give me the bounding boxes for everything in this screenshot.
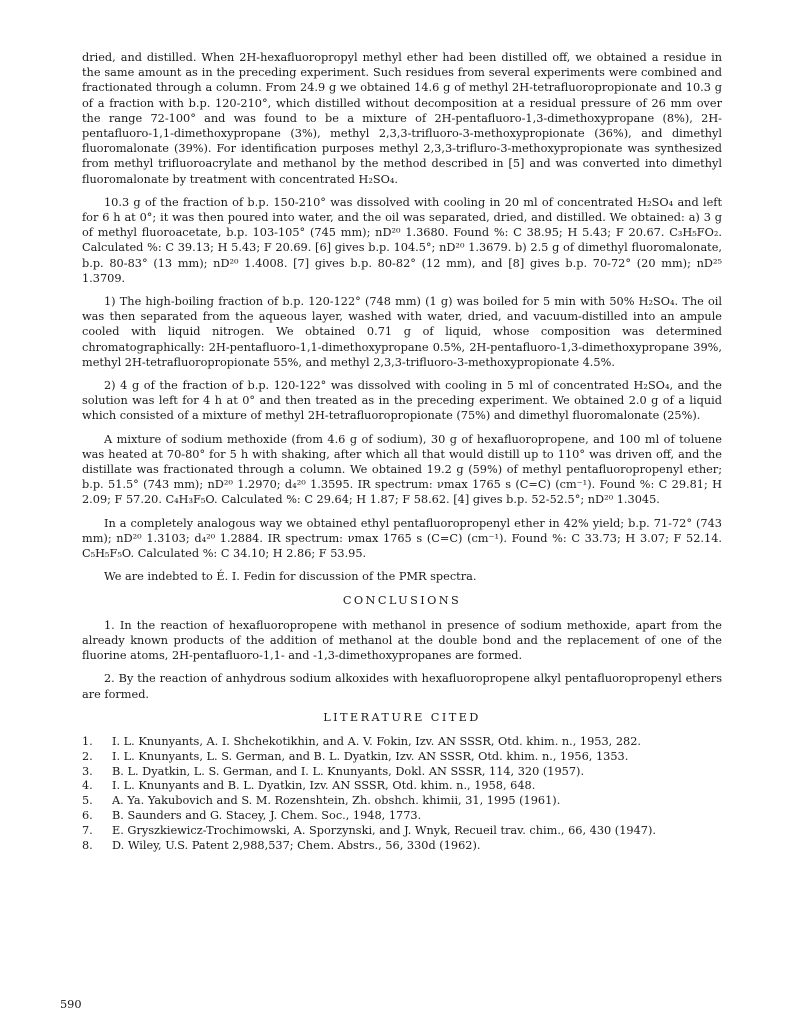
reference-item — [82, 839, 722, 854]
reference-number: 2. — [82, 749, 93, 763]
reference-number: 8. — [82, 838, 93, 852]
literature-heading: LITERATURE CITED — [323, 710, 481, 724]
reference-number: 1. — [82, 734, 93, 748]
reference-item — [82, 824, 722, 839]
paragraph-methyl-ether: A mixture of sodium methoxide (from 4.6 g of sodium), 30 g of hexafluoropropene, and 100 ml of toluene was heated at 70-80° for 5 h with shaking, after which all that would distill up to 110° was driven off, and the distillate was fractionated through a column. We obtained 19.2 g (59%) of methyl pentafluoropropenyl ether; b.p. 51.5° (743 mm); nD²⁰ 1.2970; d₄²⁰ 1.3595. IR spectrum: νmax 1765 s (C=C) (cm⁻¹). Found %: C 29.81; H 2.09; F 57.20. C₄H₃F₅O. Calculated %: C 29.64; H 1.87; F 58.62. [4] gives b.p. 52-52.5°; nD²⁰ 1.3045. — [82, 432, 722, 507]
reference-item — [82, 735, 722, 750]
paragraph-acid-treatment: 10.3 g of the fraction of b.p. 150-210° was dissolved with cooling in 20 ml of concentrated H₂SO₄ and left for 6 h at 0°; it was then poured into water, and the oil was separated, dried, and distilled. We obtained: a) 3 g of methyl fluoroacetate, b.p. 103-105° (745 mm); nD²⁰ 1.3680. Found %: C 38.95; H 5.43; F 20.67. C₃H₅FO₂. Calculated %: C 39.13; H 5.43; F 20.69. [6] gives b.p. 104.5°; nD²⁰ 1.3679. b) 2.5 g of dimethyl fluoromalonate, b.p. 80-83° (13 mm); nD²⁰ 1.4008. [7] gives b.p. 80-82° (12 mm), and [8] gives b.p. 70-72° (20 mm); nD²⁵ 1.3709. — [82, 195, 722, 285]
reference-text: A. Ya. Yakubovich and S. M. Rozenshtein, Zh. obshch. khimii, 31, 1995 (1961). — [112, 794, 561, 808]
reference-item — [82, 750, 722, 765]
reference-number: 7. — [82, 823, 93, 837]
reference-text: I. L. Knunyants, L. S. German, and B. L. Dyatkin, Izv. AN SSSR, Otd. khim. n., 1956, 1353. — [112, 749, 629, 763]
reference-item — [82, 794, 722, 809]
conclusion-item: 1. In the reaction of hexafluoropropene with methanol in presence of sodium methoxide, apart from the already known products of the addition of methanol at the double bond and the replacement of one of the fluorine atoms, 2H-pentafluoro-1,1- and -1,3-dimethoxypropanes are formed. — [82, 618, 722, 663]
reference-text: I. L. Knunyants, A. I. Shchekotikhin, and A. V. Fokin, Izv. AN SSSR, Otd. khim. n., 1953, 282. — [112, 734, 642, 748]
page-number: 590 — [60, 998, 82, 1011]
reference-number: 6. — [82, 808, 93, 822]
conclusions-heading: CONCLUSIONS — [342, 593, 462, 607]
reference-text: I. L. Knunyants and B. L. Dyatkin, Izv. AN SSSR, Otd. khim. n., 1958, 648. — [112, 779, 536, 793]
paragraph-ethyl-ether: In a completely analogous way we obtained ethyl pentafluoropropenyl ether in 42% yield; b.p. 71-72° (743 mm); nD²⁰ 1.3103; d₄²⁰ 1.2884. IR spectrum: νmax 1765 s (C=C) (cm⁻¹). Found %: C 33.73; H 3.07; F 52.14. C₅H₅F₅O. Calculated %: C 34.10; H 2.86; F 53.95. — [82, 516, 722, 561]
reference-item — [82, 779, 722, 794]
paragraph-continued: dried, and distilled. When 2H-hexafluoropropyl methyl ether had been distilled off, we obtained a residue in the same amount as in the preceding experiment. Such residues from several experiments were combined and fractionated through a column. From 24.9 g we obtained 14.6 g of methyl 2H-tetrafluoropropionate and 10.3 g of a fraction with b.p. 120-210°, which distilled without decomposition at a residual pressure of 26 mm over the range 72-100° and was found to be a mixture of 2H-pentafluoro-1,3-dimethoxypropane (8%), 2H-pentafluoro-1,1-dimethoxypropane (3%), methyl 2,3,3-trifluoro-3-methoxypropionate (36%), and dimethyl fluoromalonate (39%). For identification purposes methyl 2,3,3-trifluro-3-methoxypropionate was synthesized from methyl trifluoroacrylate and methanol by the method described in [5] and was converted into dimethyl fluoromalonate by treatment with concentrated H₂SO₄. — [82, 51, 722, 186]
reference-text: B. Saunders and G. Stacey, J. Chem. Soc., 1948, 1773. — [112, 808, 422, 822]
reference-number: 4. — [82, 779, 93, 793]
paragraph-experiment-1: 1) The high-boiling fraction of b.p. 120-122° (748 mm) (1 g) was boiled for 5 min with 50% H₂SO₄. The oil was then separated from the aqueous layer, washed with water, dried, and vacuum-distilled into an ampule cooled with liquid nitrogen. We obtained 0.71 g of liquid, whose composition was determined chromatographically: 2H-pentafluoro-1,1-dimethoxypropane 0.5%, 2H-pentafluoro-1,3-dimethoxypropane 39%, methyl 2H-tetrafluoropropionate 55%, and methyl 2,3,3-trifluoro-3-methoxypropionate 4.5%. — [82, 295, 722, 369]
reference-item — [82, 809, 722, 824]
paragraph-experiment-2: 2) 4 g of the fraction of b.p. 120-122° was dissolved with cooling in 5 ml of concentrated H₂SO₄, and the solution was left for 4 h at 0° and then treated as in the preceding experiment. We obtained 2.0 g of a liquid which consisted of a mixture of methyl 2H-tetrafluoropropionate (75%) and dimethyl fluoromalonate (25%). — [82, 379, 722, 423]
page-body — [82, 50, 722, 853]
conclusion-item: 2. By the reaction of anhydrous sodium alkoxides with hexafluoropropene alkyl pentafluoropropenyl ethers are formed. — [82, 672, 722, 701]
reference-number: 3. — [82, 764, 93, 778]
reference-text: E. Gryszkiewicz-Trochimowski, A. Sporzynski, and J. Wnyk, Recueil trav. chim., 66, 430 (1947). — [112, 823, 656, 837]
reference-number: 5. — [82, 794, 93, 808]
reference-list — [82, 735, 722, 853]
acknowledgment: We are indebted to É. I. Fedin for discussion of the PMR spectra. — [104, 570, 477, 584]
reference-item — [82, 765, 722, 780]
reference-text: D. Wiley, U.S. Patent 2,988,537; Chem. Abstrs., 56, 330d (1962). — [112, 838, 481, 852]
reference-text: B. L. Dyatkin, L. S. German, and I. L. Knunyants, Dokl. AN SSSR, 114, 320 (1957). — [112, 764, 585, 778]
